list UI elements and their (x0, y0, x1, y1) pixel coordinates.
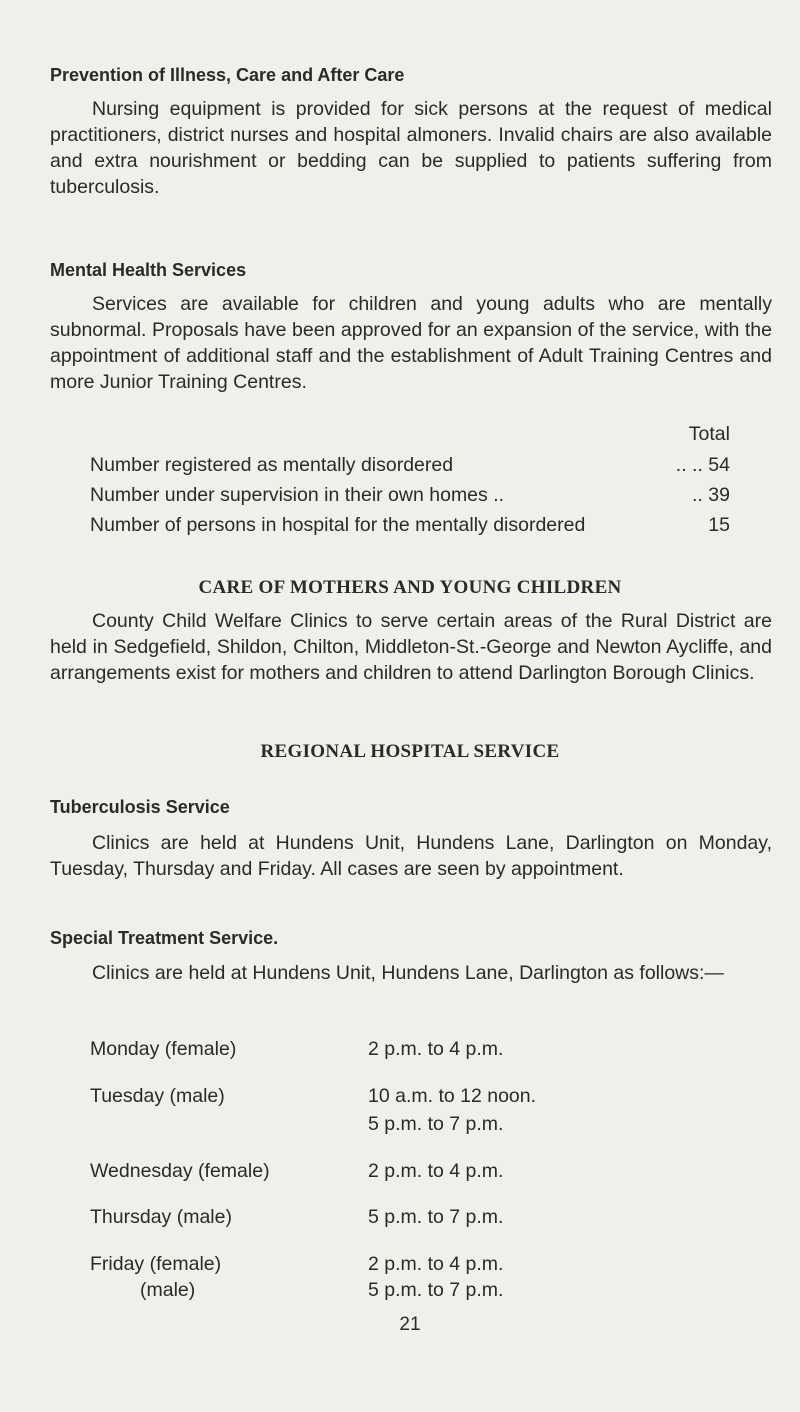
tuberculosis-body: Clinics are held at Hundens Unit, Hundens Lane, Darlington on Monday, Tuesday, Thursday and Friday. All cases are seen by appointment. (50, 832, 772, 880)
stat-leader: .. .. (675, 454, 703, 476)
mothers-paragraph (50, 608, 772, 686)
schedule-time: 5 p.m. to 7 p.m. (368, 1279, 504, 1301)
schedule-time: 5 p.m. to 7 p.m. (368, 1206, 504, 1228)
prevention-body: Nursing equipment is provided for sick persons at the request of medical practitioners, district nurses and hospital almoners. Invalid chairs are also available and extra nourishment or bedding can be supplied to patients suffering from tuberculosis. (50, 98, 772, 198)
tuberculosis-paragraph (50, 830, 772, 882)
stat-row-hospital (90, 512, 730, 538)
stat-value: 54 (708, 454, 730, 476)
tuberculosis-heading: Tuberculosis Service (50, 797, 230, 817)
prevention-heading: Prevention of Illness, Care and After Care (50, 65, 405, 85)
special-heading: Special Treatment Service. (50, 928, 279, 948)
prevention-paragraph (50, 96, 772, 200)
stat-label: Number of persons in hospital for the mentally disordered (90, 514, 586, 536)
stat-label: Number registered as mentally disordered (90, 454, 454, 476)
special-body: Clinics are held at Hundens Unit, Hundens Lane, Darlington as follows:— (92, 962, 724, 984)
schedule-time: 5 p.m. to 7 p.m. (368, 1113, 504, 1135)
schedule-day: Monday (female) (90, 1038, 237, 1060)
mothers-heading: CARE OF MOTHERS AND YOUNG CHILDREN (198, 577, 622, 598)
mental-health-heading: Mental Health Services (50, 260, 247, 280)
stat-row-registered (90, 452, 730, 478)
mental-health-paragraph (50, 291, 772, 395)
schedule-time: 10 a.m. to 12 noon. (368, 1085, 537, 1107)
stat-row-supervision (90, 482, 730, 508)
stat-leader: .. (692, 484, 703, 506)
mothers-body: County Child Welfare Clinics to serve certain areas of the Rural District are held in Sedgefield, Shildon, Chilton, Middleton-St.-George and Newton Aycliffe, and arrangements exist for mothers and children to attend Darlington Borough Clinics. (50, 610, 772, 684)
schedule-time: 2 p.m. to 4 p.m. (368, 1253, 504, 1275)
total-label: Total (688, 423, 730, 445)
schedule-day: Tuesday (male) (90, 1085, 225, 1107)
stat-value: 15 (708, 514, 730, 536)
schedule-time: 2 p.m. to 4 p.m. (368, 1160, 504, 1182)
schedule-day: Friday (female) (90, 1253, 222, 1275)
mental-health-body: Services are available for children and young adults who are mentally subnormal. Proposals have been approved for an expansion of the service, with the appointment of additional staff and the establishment of Adult Training Centres and more Junior Training Centres. (50, 293, 772, 393)
stat-value: 39 (708, 484, 730, 506)
stats-total-header (90, 421, 730, 447)
schedule-day: (male) (140, 1279, 196, 1301)
schedule-time: 2 p.m. to 4 p.m. (368, 1038, 504, 1060)
page-number: 21 (399, 1314, 421, 1335)
stat-label: Number under supervision in their own homes .. (90, 484, 505, 506)
special-paragraph (50, 960, 772, 986)
schedule-day: Thursday (male) (90, 1206, 232, 1228)
regional-heading: REGIONAL HOSPITAL SERVICE (260, 741, 560, 762)
schedule-day: Wednesday (female) (90, 1160, 270, 1182)
